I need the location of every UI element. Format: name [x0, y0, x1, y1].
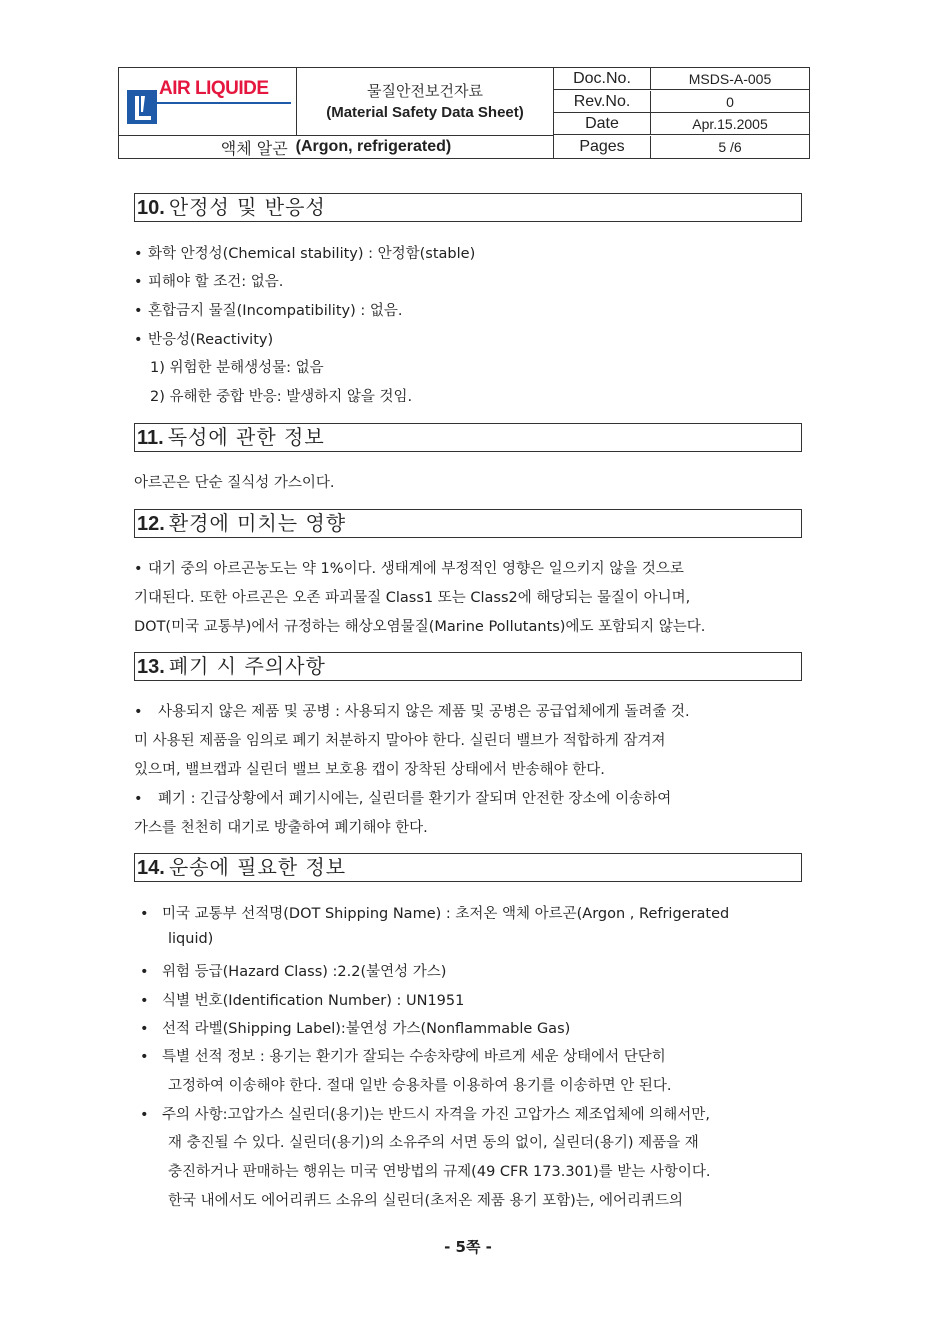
product-english: (Argon, refrigerated) — [295, 138, 452, 155]
list-item: • 위험 등급(Hazard Class) :2.2(불연성 가스) — [140, 964, 447, 980]
value-date: Apr.15.2005 — [651, 113, 809, 135]
paragraph-line: DOT(미국 교통부)에서 규정하는 해상오염물질(Marine Pollutants)에도 포함되지 않는다. — [134, 619, 706, 635]
list-item: • 반응성(Reactivity) — [134, 332, 274, 348]
section-title: 독성에 관한 정보 — [167, 425, 325, 449]
list-item: 재 충진될 수 있다. 실린더(용기)의 소유주의 서면 동의 없이, 실린더(용기) 제품을 재 — [168, 1135, 699, 1151]
list-item: 고정하여 이송해야 한다. 절대 일반 승용차를 이용하여 용기를 이송하면 안 된다. — [168, 1078, 672, 1094]
section-12-heading — [134, 509, 802, 538]
paragraph-line: • 폐기 : 긴급상황에서 폐기시에는, 실린더를 환기가 잘되며 안전한 장소에 이송하여 — [134, 791, 672, 807]
label-doc-no: Doc.No. — [554, 68, 651, 90]
section-title: 환경에 미치는 영향 — [168, 511, 347, 535]
section-number: 10. — [137, 197, 165, 219]
section-number: 13. — [137, 656, 165, 678]
section-number: 11. — [137, 427, 164, 449]
product-name — [119, 136, 554, 158]
list-item: 충진하거나 판매하는 행위는 미국 연방법의 규제(49 CFR 173.301)를 받는 사항이다. — [168, 1164, 711, 1180]
list-item: • 미국 교통부 선적명(DOT Shipping Name) : 초저온 액체 아르곤(Argon , Refrigerated — [140, 906, 730, 922]
list-item: • 화학 안정성(Chemical stability) : 안정함(stable) — [134, 246, 476, 262]
value-rev-no: 0 — [651, 91, 809, 113]
document-header — [118, 67, 810, 159]
list-item: • 식별 번호(Identification Number) : UN1951 — [140, 993, 465, 1009]
value-pages: 5 /6 — [718, 139, 742, 155]
paragraph-line: 미 사용된 제품을 임의로 폐기 처분하지 말아야 한다. 실린더 밸브가 적합하게 잠겨져 — [134, 733, 666, 749]
label-rev-no: Rev.No. — [554, 91, 651, 113]
list-item: 2) 유해한 중합 반응: 발생하지 않을 것임. — [150, 389, 413, 405]
section-title: 안정성 및 반응성 — [168, 195, 326, 219]
value-doc-no: MSDS-A-005 — [651, 68, 809, 90]
label-pages: Pages — [554, 136, 651, 158]
paragraph-line: • 대기 중의 아르곤농도는 약 1%이다. 생태계에 부정적인 영향은 일으키지 않을 것으로 — [134, 561, 684, 577]
logo-cell — [119, 68, 297, 136]
logo-underline — [155, 102, 291, 104]
section-10-heading — [134, 193, 802, 222]
list-item: • 혼합금지 물질(Incompatibility) : 없음. — [134, 303, 403, 319]
list-item: • 특별 선적 정보 : 용기는 환기가 잘되는 수송차량에 바르게 세운 상태에서 단단히 — [140, 1049, 666, 1065]
paragraph-line: 기대된다. 또한 아르곤은 오존 파괴물질 Class1 또는 Class2에 해당되는 물질이 아니며, — [134, 590, 691, 606]
section-number: 14. — [137, 857, 165, 879]
document-title — [297, 68, 554, 136]
list-item: • 주의 사항:고압가스 실린더(용기)는 반드시 자격을 가진 고압가스 제조업체에 의해서만, — [140, 1107, 710, 1123]
section-11-heading — [134, 423, 802, 452]
logo-text: AIR LIQUIDE — [159, 78, 269, 99]
list-item: 1) 위험한 분해생성물: 없음 — [150, 360, 324, 376]
product-korean: 액체 알곤 — [220, 138, 288, 158]
section-title: 폐기 시 주의사항 — [168, 654, 326, 678]
paragraph-line: 있으며, 밸브캡과 실린더 밸브 보호용 캡이 장착된 상태에서 반송해야 한다. — [134, 762, 605, 778]
paragraph-line: 아르곤은 단순 질식성 가스이다. — [134, 475, 335, 491]
label-date: Date — [554, 113, 651, 135]
list-item: • 피해야 할 조건: 없음. — [134, 274, 284, 290]
section-title: 운송에 필요한 정보 — [168, 855, 347, 879]
title-korean: 물질안전보건자료 — [367, 81, 483, 100]
section-14-heading — [134, 853, 802, 882]
page-footer: - 5쪽 - — [444, 1238, 492, 1256]
paragraph-line: 가스를 천천히 대기로 방출하여 폐기해야 한다. — [134, 820, 428, 836]
list-item: • 선적 라벨(Shipping Label):불연성 가스(Nonflammable Gas) — [140, 1021, 571, 1037]
section-number: 12. — [137, 513, 165, 535]
section-13-heading — [134, 652, 802, 681]
title-english: (Material Safety Data Sheet) — [326, 103, 524, 121]
air-liquide-logo-icon — [127, 90, 157, 124]
list-item: liquid) — [168, 931, 214, 947]
list-item: 한국 내에서도 에어리퀴드 소유의 실린더(초저온 제품 용기 포함)는, 에어리퀴드의 — [168, 1193, 684, 1209]
paragraph-line: • 사용되지 않은 제품 및 공병 : 사용되지 않은 제품 및 공병은 공급업체에게 돌려줄 것. — [134, 704, 690, 720]
